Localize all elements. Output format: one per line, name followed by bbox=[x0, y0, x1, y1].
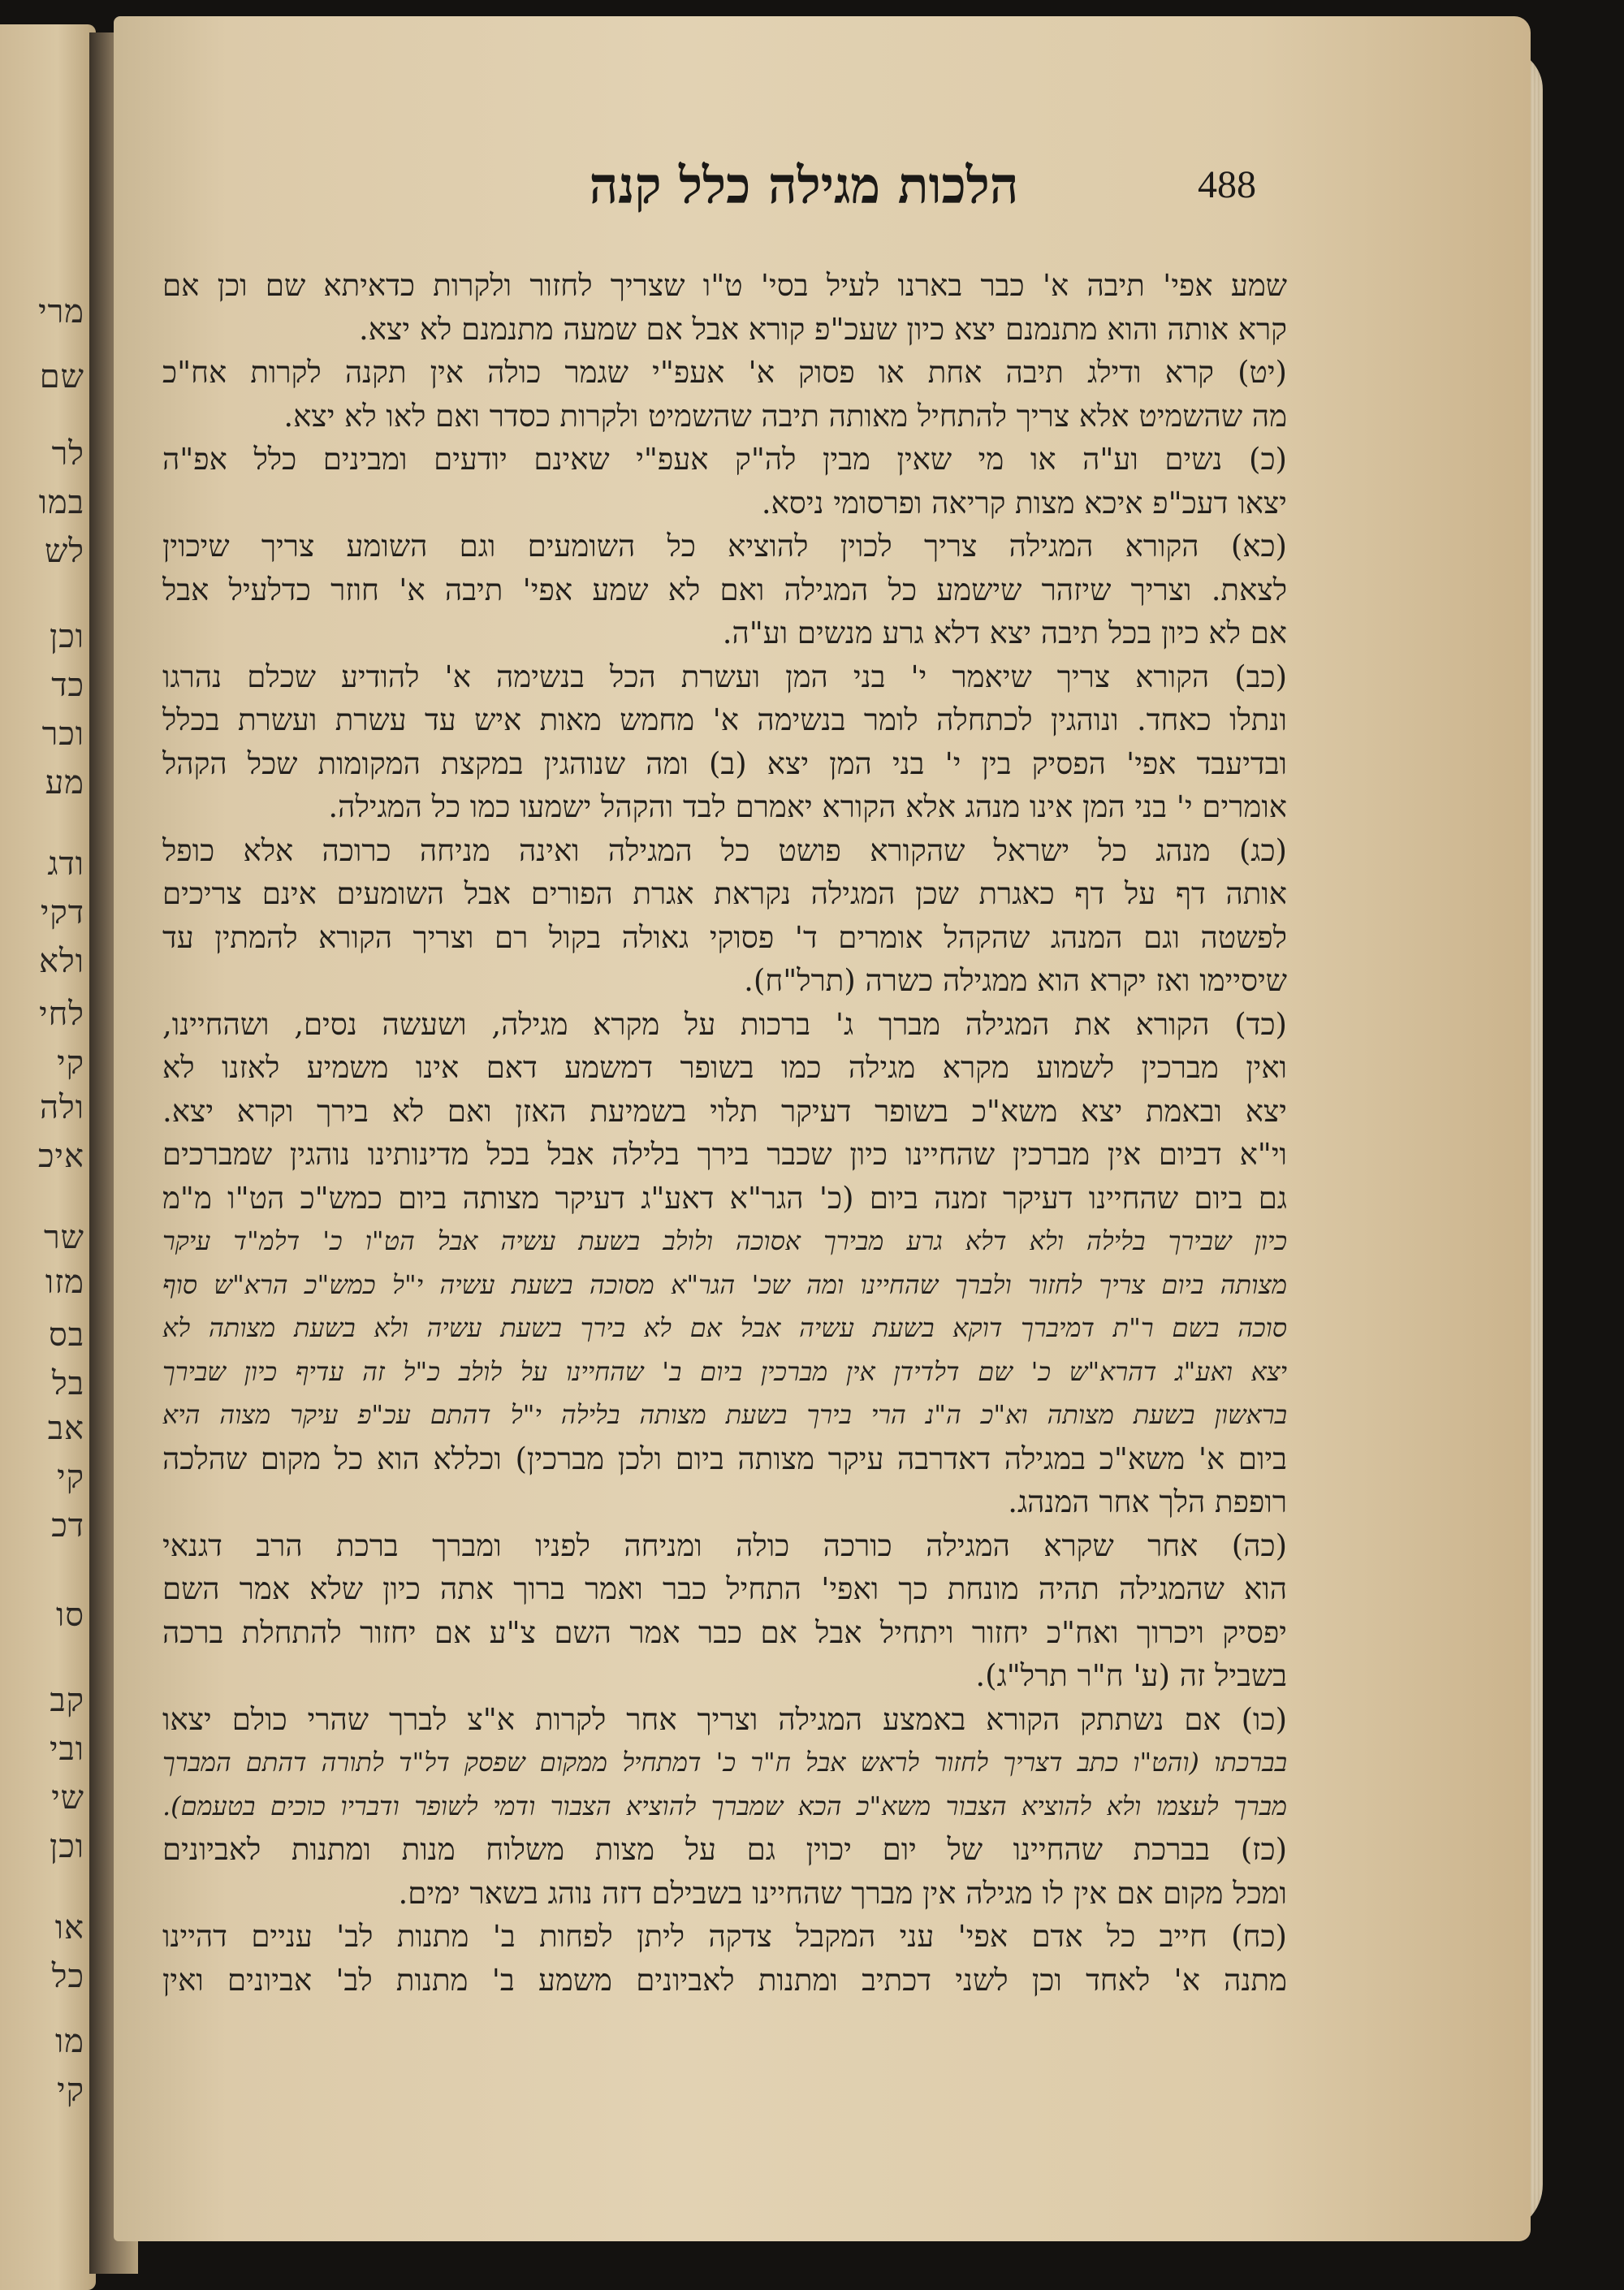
text-line: בראשון בשעת מצותה וא"כ ה"נ הרי בירך בשעת מצותה בלילה י"ל דהתם עכ"פ עיקר מצוה היא bbox=[162, 1399, 1287, 1430]
text-line: רופפת הלך אחר המנהג. bbox=[1008, 1484, 1287, 1519]
page-number: 488 bbox=[1198, 163, 1256, 206]
left-page-fragment: לר bbox=[51, 435, 84, 473]
left-page-fragment: שי bbox=[51, 1779, 84, 1817]
left-page-fragment: וכן bbox=[50, 1828, 84, 1865]
text-line: לצאת. וצריך שיזהר שישמע כל המגילה ואם לא שמע אפי' תיבה א' חוזר כדלעיל אבל bbox=[162, 572, 1287, 607]
text-line: שיסיימו ואז יקרא הוא ממגילה כשרה (תרל"ח). bbox=[744, 963, 1287, 998]
text-line: הוא שהמגילה תהיה מונחת כך ואפי' התחיל כבר ואמר ברוך אתה כיון שלא אמר השם bbox=[162, 1571, 1287, 1606]
text-line: ביום א' משא"כ במגילה דאדרבה עיקר מצותה ביום ולכן מברכין) וכללא הוא כל מקום שהלכה bbox=[162, 1441, 1287, 1476]
left-page-fragment: ולה bbox=[40, 1089, 84, 1126]
left-page-fragment: קי bbox=[57, 1044, 84, 1082]
text-line: (כז) בברכת שהחיינו של יום יכוין גם על מצות משלוח מנות ומתנות לאביונים bbox=[162, 1832, 1287, 1867]
text-line: ובדיעבד אפי' הפסיק בין י' בני המן יצא (ב) ומה שנוהגין במקצת המקומות שכל הקהל bbox=[162, 745, 1287, 781]
text-line: מצותה ביום צריך לחזור ולברך שהחיינו ומה שכ' הגר"א מסוכה בשעת עשיה י"ל כמש"כ הרא"ש סוף bbox=[162, 1268, 1287, 1300]
left-page-fragment: מו bbox=[55, 2023, 84, 2060]
text-line: בברכתו (והט"ו כתב דצריך לחזור לראש אבל ח"ר כ' דמתחיל ממקום שפסק דל"ד לתורה דהתם המברך bbox=[162, 1747, 1287, 1778]
left-page-fragment: מרי bbox=[38, 293, 84, 331]
text-line: (כד) הקורא את המגילה מברך ג' ברכות על מקרא מגילה, ושעשה נסים, ושהחיינו, bbox=[162, 1006, 1287, 1042]
page-header bbox=[114, 156, 1531, 235]
text-line: סוכה בשם ר"ת דמיברך דוקא בשעת עשיה אבל אם לא בירך בשעת עשיה ולא בשעת מצותה לא bbox=[162, 1312, 1287, 1343]
left-page-fragment: לחי bbox=[39, 996, 84, 1033]
text-line: כיון שבירך בלילה ולא דלא גרע מבירך אסוכה ולולב בשעת עשיה אבל הט"ו כ' דלמ"ד עיקר bbox=[162, 1225, 1287, 1256]
left-page-fragment: איכ bbox=[37, 1138, 84, 1175]
left-page bbox=[0, 24, 96, 2290]
left-page-fragment: בל bbox=[52, 1365, 84, 1402]
text-line: לפשטה וגם המנהג שהקהל אומרים ד' פסוקי גאולה בקול רם וצריך הקורא להמתין עד bbox=[162, 919, 1287, 955]
left-page-fragment: אב bbox=[47, 1410, 84, 1447]
text-line: מברך לעצמו ולא להוציא הצבור משא"כ הכא שמברך להוציא הצבור ודמי לשופר ודבריו כוכים בטעמם). bbox=[162, 1790, 1287, 1821]
left-page-fragment: במו bbox=[38, 484, 84, 521]
left-page-fragment: כל bbox=[51, 1958, 84, 1995]
text-line: ואין מברכין לשמוע מקרא מגילה כמו בשופר דמשמע דאם אינו משמיע לאזנו לא bbox=[162, 1050, 1287, 1085]
text-line: (כו) אם נשתתק הקורא באמצע המגילה וצריך אחר לקרות א"צ לברך שהרי כולם יצאו bbox=[162, 1701, 1287, 1737]
left-page-fragment: מזו bbox=[45, 1264, 84, 1301]
right-page bbox=[114, 16, 1531, 2241]
left-page-fragment: וכן bbox=[50, 618, 84, 655]
left-page-fragment: ובי bbox=[50, 1730, 84, 1768]
left-page-fragment: סו bbox=[56, 1597, 84, 1634]
text-line: מתנה א' לאחד וכן לשני דכתיב ומתנות לאביונים משמע ב' מתנות לב' אביונים ואין bbox=[162, 1962, 1287, 1998]
text-line: גם ביום שהחיינו דעיקר זמנה ביום (כ' הגר"א דאע"ג דעיקר מצותה ביום כמש"כ הט"ו מ"מ bbox=[162, 1180, 1287, 1216]
text-line: אותה דף על דף כאגרת שכן המגילה נקראת אגרת הפורים אבל השומעים אינם צריכים bbox=[162, 876, 1287, 911]
body-text bbox=[162, 264, 1287, 2002]
text-line: קרא אותה והוא מתנמנם יצא כיון שעכ"פ קורא אבל אם שמעה מתנמנם לא יצא. bbox=[359, 311, 1287, 347]
text-line: יצא ואע"ג דהרא"ש כ' שם דלדידן אין מברכין ביום ב' שהחיינו על לולב כ"ל זה עדיף כיון שבירך bbox=[162, 1355, 1287, 1387]
text-line: ומכל מקום אם אין לו מגילה אין מברך שהחיינו בשבילם דזה נוהג בשאר ימים. bbox=[398, 1875, 1287, 1911]
left-page-fragment: דקי bbox=[40, 894, 84, 931]
text-line: בשביל זה (ע' ח"ר תרל"ג). bbox=[975, 1658, 1287, 1693]
text-line: (כג) מנהג כל ישראל שהקורא פושט כל המגילה ואינה מניחה כרוכה אלא כופל bbox=[162, 832, 1287, 868]
text-line: (כא) הקורא המגילה צריך לכוין להוציא כל השומעים וגם השומע צריך שיכוין bbox=[162, 529, 1287, 564]
left-page-fragment: או bbox=[54, 1909, 84, 1946]
text-line: (כח) חייב כל אדם אפי' עני המקבל צדקה ליתן לפחות ב' מתנות לב' עניים דהיינו bbox=[162, 1919, 1287, 1954]
left-page-fragment: שם bbox=[39, 358, 84, 395]
left-page-fragment: ולא bbox=[39, 943, 84, 980]
left-page-fragment: קי bbox=[57, 1458, 84, 1496]
left-page-fragment: קב bbox=[50, 1682, 84, 1719]
text-line: (כב) הקורא צריך שיאמר י' בני המן ועשרת הכל בנשימה א' להודיע שכלם נהרגו bbox=[162, 659, 1287, 694]
left-page-fragment: שר bbox=[44, 1219, 84, 1256]
text-line: מה שהשמיט אלא צריך להתחיל מאותה תיבה שהשמיט ולקרות כסדר ואם לאו לא יצא. bbox=[283, 398, 1287, 434]
text-line: (יט) קרא ודילג תיבה אחת או פסוק א' אעפ"י שגמר כולה אין תקנה לקרות אח"כ bbox=[162, 355, 1287, 390]
text-line: אומרים י' בני המן אינו מנהג אלא הקורא יאמרם לבד והקהל ישמעו כמו כל המגילה. bbox=[328, 789, 1287, 824]
text-line: יצאו דעכ"פ איכא מצות קריאה ופרסומי ניסא. bbox=[761, 485, 1287, 521]
left-page-fragment: קי bbox=[57, 2072, 84, 2109]
left-page-fragment: לש bbox=[44, 533, 84, 570]
text-line: (כה) אחר שקרא המגילה כורכה כולה ומניחה לפניו ומברך ברכת הרב דגנאי bbox=[162, 1527, 1287, 1563]
left-page-fragment: וכר bbox=[41, 715, 84, 753]
left-page-fragment: בס bbox=[48, 1316, 84, 1354]
text-line: וי"א דביום אין מברכין שהחיינו כיון שכבר בירך בלילה אבל בכל מדינותינו נוהגין שמברכים bbox=[162, 1137, 1287, 1172]
left-page-fragment: מע bbox=[45, 764, 84, 802]
left-page-fragment: דכ bbox=[51, 1507, 84, 1545]
text-line: יצא ובאמת יצא משא"כ בשופר דעיקר תלוי בשמיעת האזן ואם לא בירך וקרא יצא. bbox=[162, 1093, 1287, 1129]
text-line: אם לא כיון בכל תיבה יצא דלא גרע מנשים וע"ה. bbox=[722, 616, 1287, 650]
left-page-fragment: כד bbox=[51, 667, 84, 704]
left-page-text bbox=[0, 24, 96, 2290]
left-page-fragment: ודג bbox=[47, 845, 84, 883]
running-title: הלכות מגילה כלל קנה bbox=[589, 156, 1019, 215]
text-line: יפסיק ויכרוך ואח"כ יחזור ויתחיל אבל אם כבר אמר השם צ"ע אם יחזור להתחלת ברכה bbox=[162, 1614, 1287, 1650]
text-line: (כ) נשים וע"ה או מי שאין מבין לה"ק אעפ"י שאינם יודעים ומבינים כלל אפ"ה bbox=[162, 442, 1287, 477]
text-line: ונתלו כאחד. ונוהגין לכתחלה לומר בנשימה א' מחמש מאות איש עד עשרת ועשרת בכלל bbox=[162, 702, 1287, 737]
text-line: שמע אפי' תיבה א' כבר בארנו לעיל בסי' ט"ו שצריך לחזור ולקרות כדאיתא שם וכן אם bbox=[162, 268, 1287, 303]
